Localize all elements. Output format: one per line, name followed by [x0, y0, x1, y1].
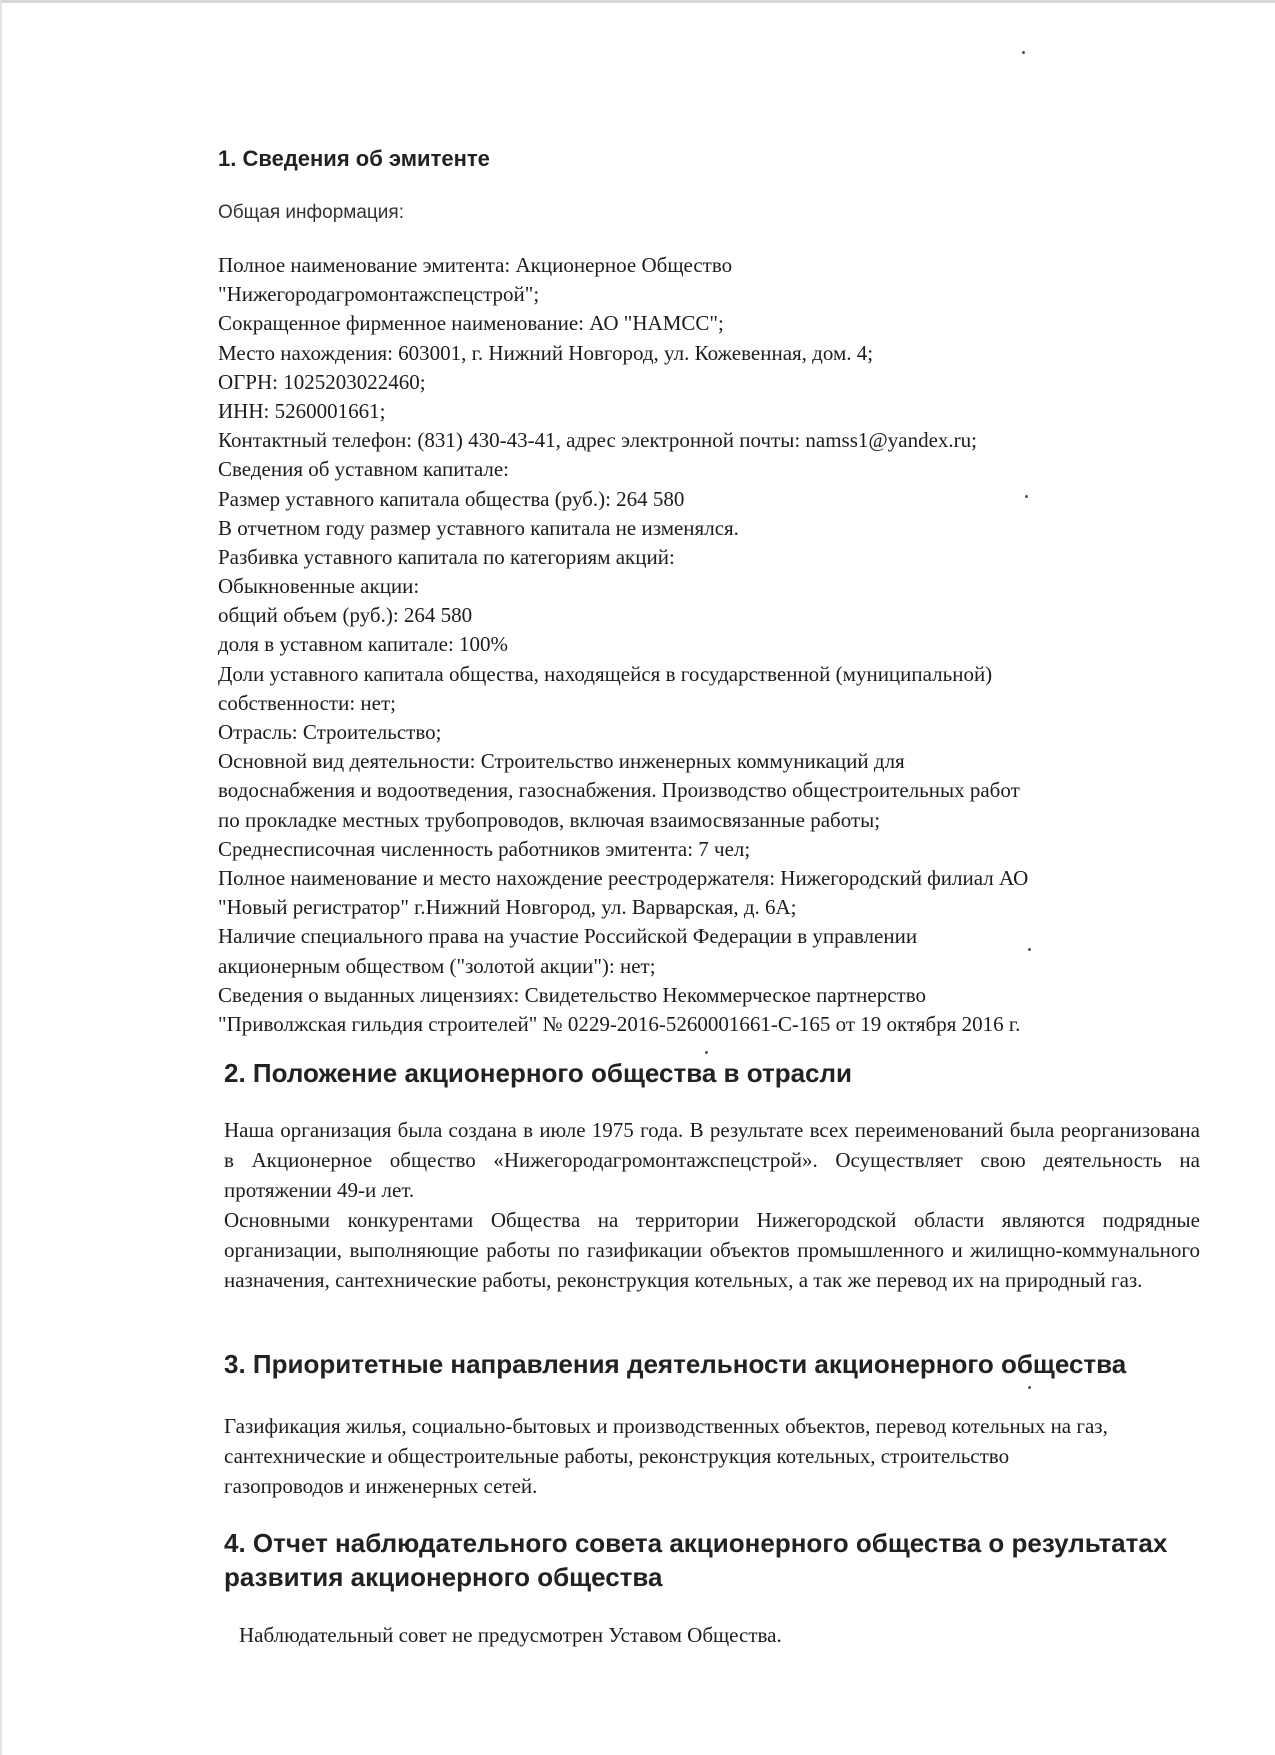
competitors-paragraph: Основными конкурентами Общества на территории Нижегородской области являются подрядные организации, выполняющие работы по газификации объектов промышленного и жилищно-коммунального назначения, сантехнические работы, реконструкция котельных, а так же перевод их на природный газ. — [224, 1208, 1200, 1292]
scan-speck — [1028, 948, 1031, 951]
issuer-info-list — [218, 251, 1208, 1039]
info-line: "Нижегородагромонтажспецстрой"; — [218, 282, 540, 307]
info-line: Сокращенное фирменное наименование: АО "НАМСС"; — [218, 311, 724, 336]
scan-edge — [0, 0, 2, 1755]
info-line: водоснабжения и водоотведения, газоснабжения. Производство общестроительных работ — [218, 778, 1020, 803]
info-line: "Новый регистратор" г.Нижний Новгород, ул. Варварская, д. 6А; — [218, 895, 797, 920]
scan-speck — [1022, 51, 1025, 54]
info-line: общий объем (руб.): 264 580 — [218, 603, 473, 628]
info-line: акционерным обществом ("золотой акции"): нет; — [218, 953, 656, 978]
info-line: Место нахождения: 603001, г. Нижний Новгород, ул. Кожевенная, дом. 4; — [218, 340, 874, 365]
industry-position-paragraph: Наша организация была создана в июле 1975 года. В результате всех переименований была реорганизована в Акционерное общество «Нижегородагромонтажспецстрой». Осуществляет свою деятельность на протяжении 49-и лет. — [224, 1118, 1200, 1202]
info-line: ИНН: 5260001661; — [218, 398, 386, 423]
info-line: Сведения о выданных лицензиях: Свидетельство Некоммерческое партнерство — [218, 982, 926, 1007]
info-line: Разбивка уставного капитала по категориям акций: — [218, 544, 675, 569]
info-line: Полное наименование и место нахождение реестродержателя: Нижегородский филиал АО — [218, 865, 1029, 890]
scan-speck — [1028, 1386, 1031, 1389]
info-line: "Приволжская гильдия строителей" № 0229-2016-5260001661-С-165 от 19 октября 2016 г. — [218, 1011, 1021, 1036]
section-2-title: 2. Положение акционерного общества в отрасли — [224, 1058, 852, 1088]
scan-edge — [0, 0, 1275, 3]
general-info-subtitle: Общая информация: — [218, 202, 404, 223]
section-3-title: 3. Приоритетные направления деятельности акционерного общества — [224, 1349, 1127, 1379]
section-1-title: 1. Сведения об эмитенте — [218, 146, 490, 171]
info-line: Полное наименование эмитента: Акционерное Общество — [218, 253, 733, 277]
section-4-title: 4. Отчет наблюдательного совета акционерного общества о результатах развития акционерного общества — [224, 1528, 1168, 1592]
info-line: Контактный телефон: (831) 430-43-41, адрес электронной почты: namss1@yandex.ru; — [218, 428, 977, 453]
info-line: Среднесписочная численность работников эмитента: 7 чел; — [218, 836, 751, 861]
info-line: Обыкновенные акции: — [218, 574, 420, 599]
supervisory-board-paragraph: Наблюдательный совет не предусмотрен Уставом Общества. — [239, 1623, 782, 1647]
info-line: Наличие специального права на участие Российской Федерации в управлении — [218, 924, 918, 949]
info-line: ОГРН: 1025203022460; — [218, 369, 426, 394]
info-line: Отрасль: Строительство; — [218, 720, 442, 744]
info-line: Доли уставного капитала общества, находящейся в государственной (муниципальной) — [218, 661, 993, 686]
info-line: В отчетном году размер уставного капитала не изменялся. — [218, 515, 739, 540]
scan-speck — [705, 1051, 708, 1054]
info-line: доля в уставном капитале: 100% — [218, 632, 509, 657]
info-line: Сведения об уставном капитале: — [218, 457, 510, 482]
info-line: по прокладке местных трубопроводов, включая взаимосвязанные работы; — [218, 807, 881, 832]
priority-directions-paragraph: Газификация жилья, социально-бытовых и производственных объектов, перевод котельных на газ, сантехнические и общестроительные работы, реконструкция котельных, строительство газопроводов и инженерных сетей. — [224, 1414, 1108, 1498]
info-line: собственности: нет; — [218, 690, 397, 715]
info-line: Основной вид деятельности: Строительство инженерных коммуникаций для — [218, 749, 905, 774]
scan-speck — [1025, 495, 1028, 498]
info-line: Размер уставного капитала общества (руб.): 264 580 — [218, 486, 685, 511]
